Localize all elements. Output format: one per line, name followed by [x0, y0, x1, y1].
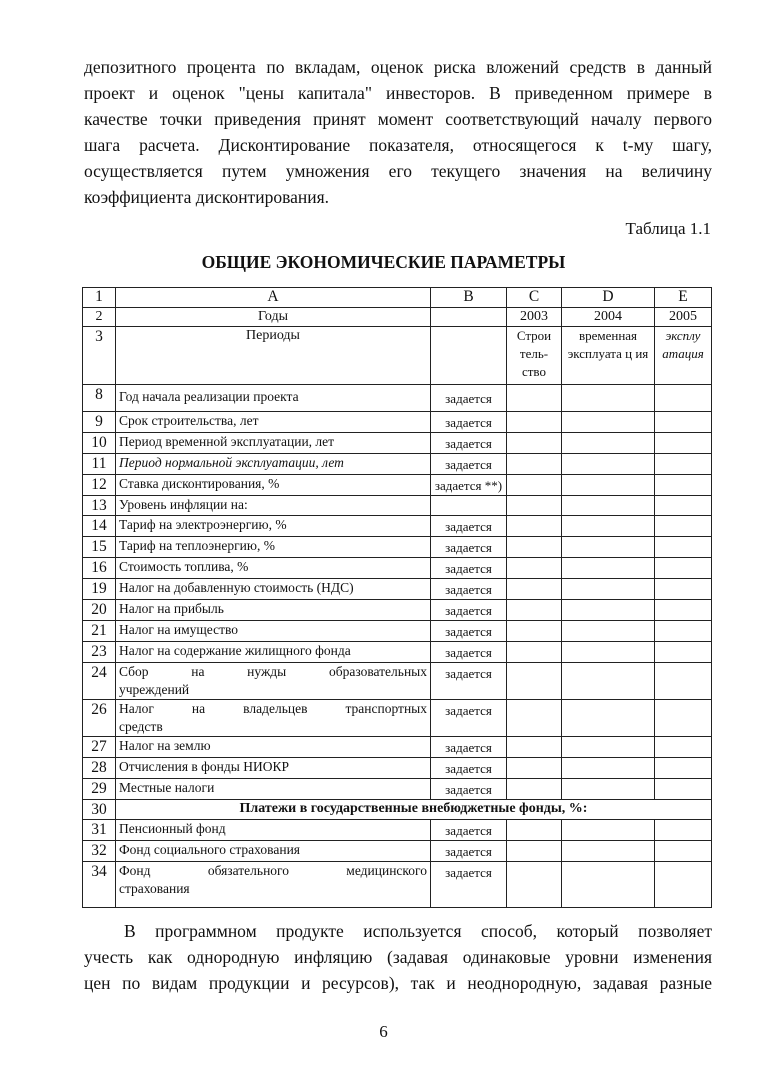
- value-cell: задается: [431, 758, 507, 779]
- row-number: 34: [83, 862, 116, 908]
- table-row: [83, 820, 712, 841]
- row-label: Стоимость топлива, %: [116, 558, 431, 579]
- empty-cell: [562, 537, 655, 558]
- empty-cell: [655, 454, 712, 475]
- value-cell: задается: [431, 558, 507, 579]
- empty-cell: [562, 758, 655, 779]
- empty-cell: [507, 621, 562, 642]
- label-line: Налог на владельцев транспортных: [119, 701, 427, 716]
- row-number: 20: [83, 600, 116, 621]
- year-cell: 2003: [507, 308, 562, 327]
- table-row: [83, 516, 712, 537]
- text-line: В программном продукте используется способ, который позволяет: [124, 921, 712, 941]
- row-label: [116, 862, 431, 908]
- value-cell: задается: [431, 642, 507, 663]
- label-line: учреждений: [119, 682, 190, 697]
- row-label: Налог на землю: [116, 737, 431, 758]
- empty-cell: [507, 663, 562, 700]
- row-label: [116, 700, 431, 737]
- row-label: Тариф на электроэнергию, %: [116, 516, 431, 537]
- value-cell: задается: [431, 516, 507, 537]
- empty-cell: [507, 454, 562, 475]
- row-number: 11: [83, 454, 116, 475]
- table-row: [83, 800, 712, 820]
- empty-cell: [507, 820, 562, 841]
- header-cell: B: [431, 288, 507, 308]
- value-cell: задается: [431, 862, 507, 908]
- empty-cell: [655, 820, 712, 841]
- value-cell: задается: [431, 841, 507, 862]
- header-cell: C: [507, 288, 562, 308]
- empty-cell: [562, 737, 655, 758]
- empty-cell: [562, 779, 655, 800]
- table-row: [83, 496, 712, 516]
- table-row: [83, 663, 712, 700]
- row-label: Местные налоги: [116, 779, 431, 800]
- header-cell: A: [116, 288, 431, 308]
- text-line: коэффициента дисконтирования.: [84, 187, 330, 207]
- empty-cell: [655, 558, 712, 579]
- row-number: 27: [83, 737, 116, 758]
- value-cell: задается: [431, 579, 507, 600]
- row-label: Налог на прибыль: [116, 600, 431, 621]
- row-number: 19: [83, 579, 116, 600]
- row-number: 21: [83, 621, 116, 642]
- value-cell: задается: [431, 779, 507, 800]
- empty-cell: [655, 412, 712, 433]
- empty-cell: [562, 642, 655, 663]
- row-label: [116, 663, 431, 700]
- closing-paragraph: [84, 918, 712, 996]
- economic-parameters-table: [82, 287, 712, 908]
- empty-cell: [507, 841, 562, 862]
- table-row: [83, 385, 712, 412]
- empty-cell: [655, 841, 712, 862]
- row-label: Годы: [116, 308, 431, 327]
- value-cell: задается: [431, 737, 507, 758]
- row-label: Периоды: [116, 327, 431, 385]
- table-row: [83, 779, 712, 800]
- label-line: страхования: [119, 881, 190, 896]
- row-label: Уровень инфляции на:: [116, 496, 431, 516]
- cell: [431, 308, 507, 327]
- row-label: Налог на имущество: [116, 621, 431, 642]
- empty-cell: [562, 454, 655, 475]
- empty-cell: [562, 820, 655, 841]
- value-cell: задается: [431, 433, 507, 454]
- text-line: депозитного процента по вкладам, оценок риска вложений средств в данный: [84, 57, 712, 77]
- empty-cell: [562, 412, 655, 433]
- label-line: Сбор на нужды образовательных: [119, 664, 427, 679]
- row-number: 9: [83, 412, 116, 433]
- empty-cell: [507, 475, 562, 496]
- empty-cell: [655, 862, 712, 908]
- value-cell: задается: [431, 820, 507, 841]
- row-label: Отчисления в фонды НИОКР: [116, 758, 431, 779]
- table-row: [83, 758, 712, 779]
- empty-cell: [655, 385, 712, 412]
- empty-cell: [655, 642, 712, 663]
- header-cell: D: [562, 288, 655, 308]
- table-row: [83, 621, 712, 642]
- row-label: Пенсионный фонд: [116, 820, 431, 841]
- empty-cell: [507, 862, 562, 908]
- empty-cell: [507, 537, 562, 558]
- row-number: 29: [83, 779, 116, 800]
- empty-cell: [655, 475, 712, 496]
- empty-cell: [507, 412, 562, 433]
- row-number: 30: [83, 800, 116, 820]
- empty-cell: [655, 516, 712, 537]
- row-label: Налог на добавленную стоимость (НДС): [116, 579, 431, 600]
- page-number: 6: [379, 1022, 388, 1041]
- table-row: [83, 862, 712, 908]
- empty-cell: [507, 758, 562, 779]
- label-line: средств: [119, 719, 163, 734]
- row-label: Налог на содержание жилищного фонда: [116, 642, 431, 663]
- row-number: 3: [83, 327, 116, 385]
- empty-cell: [562, 516, 655, 537]
- row-number: 15: [83, 537, 116, 558]
- value-cell: задается: [431, 621, 507, 642]
- period-cell: Строи тель- ство: [507, 327, 562, 385]
- value-cell: задается: [431, 663, 507, 700]
- empty-cell: [655, 579, 712, 600]
- table-row: [83, 737, 712, 758]
- row-number: 10: [83, 433, 116, 454]
- column-letters-row: [83, 288, 712, 308]
- table-title: ОБЩИЕ ЭКОНОМИЧЕСКИЕ ПАРАМЕТРЫ: [201, 252, 566, 272]
- text-line: шага расчета. Дисконтирование показателя, относящегося к t-му шагу,: [84, 135, 712, 155]
- row-number: 24: [83, 663, 116, 700]
- table-row: [83, 700, 712, 737]
- row-label: Период нормальной эксплуатации, лет: [116, 454, 431, 475]
- periods-row: [83, 327, 712, 385]
- value-cell: [431, 496, 507, 516]
- empty-cell: [655, 621, 712, 642]
- empty-cell: [507, 700, 562, 737]
- empty-cell: [507, 516, 562, 537]
- period-cell: временная эксплуата ц ия: [562, 327, 655, 385]
- empty-cell: [655, 758, 712, 779]
- empty-cell: [655, 433, 712, 454]
- empty-cell: [655, 600, 712, 621]
- row-label: Год начала реализации проекта: [116, 385, 431, 412]
- value-cell: задается: [431, 537, 507, 558]
- row-number: 8: [83, 385, 116, 412]
- section-header: Платежи в государственные внебюджетные фонды, %:: [116, 800, 712, 820]
- empty-cell: [507, 558, 562, 579]
- empty-cell: [507, 579, 562, 600]
- empty-cell: [562, 579, 655, 600]
- row-number: 26: [83, 700, 116, 737]
- empty-cell: [562, 700, 655, 737]
- empty-cell: [562, 841, 655, 862]
- empty-cell: [507, 385, 562, 412]
- header-cell: E: [655, 288, 712, 308]
- table-row: [83, 600, 712, 621]
- period-cell: эксплу атация: [655, 327, 712, 385]
- empty-cell: [562, 496, 655, 516]
- table-row: [83, 433, 712, 454]
- row-number: 2: [83, 308, 116, 327]
- table-row: [83, 642, 712, 663]
- empty-cell: [562, 600, 655, 621]
- empty-cell: [655, 496, 712, 516]
- years-row: [83, 308, 712, 327]
- cell: [431, 327, 507, 385]
- empty-cell: [507, 779, 562, 800]
- text-line: качестве точки приведения принят момент соответствующий началу первого: [84, 109, 712, 129]
- value-cell: задается: [431, 385, 507, 412]
- empty-cell: [655, 537, 712, 558]
- row-number: 31: [83, 820, 116, 841]
- text-line: осуществляется путем умножения его текущего значения на величину: [84, 161, 712, 181]
- empty-cell: [507, 433, 562, 454]
- row-label: Ставка дисконтирования, %: [116, 475, 431, 496]
- empty-cell: [562, 433, 655, 454]
- empty-cell: [655, 779, 712, 800]
- empty-cell: [562, 558, 655, 579]
- value-cell: задается: [431, 412, 507, 433]
- empty-cell: [562, 621, 655, 642]
- table-row: [83, 412, 712, 433]
- row-label: Период временной эксплуатации, лет: [116, 433, 431, 454]
- empty-cell: [655, 737, 712, 758]
- text-line: учесть как однородную инфляцию (задавая одинаковые уровни изменения: [84, 947, 712, 967]
- empty-cell: [562, 862, 655, 908]
- row-number: 28: [83, 758, 116, 779]
- row-label: Тариф на теплоэнергию, %: [116, 537, 431, 558]
- year-cell: 2004: [562, 308, 655, 327]
- row-number: 12: [83, 475, 116, 496]
- table-row: [83, 558, 712, 579]
- value-cell: задается **): [431, 475, 507, 496]
- table-row: [83, 579, 712, 600]
- row-number: 32: [83, 841, 116, 862]
- empty-cell: [507, 642, 562, 663]
- row-label: Срок строительства, лет: [116, 412, 431, 433]
- intro-paragraph: [84, 54, 712, 210]
- value-cell: задается: [431, 700, 507, 737]
- empty-cell: [562, 663, 655, 700]
- empty-cell: [655, 700, 712, 737]
- row-number: 16: [83, 558, 116, 579]
- row-number: 14: [83, 516, 116, 537]
- header-cell: 1: [83, 288, 116, 308]
- empty-cell: [507, 737, 562, 758]
- value-cell: задается: [431, 454, 507, 475]
- empty-cell: [507, 600, 562, 621]
- empty-cell: [562, 475, 655, 496]
- text-line: цен по видам продукции и ресурсов), так и неоднородную, задавая разные: [84, 973, 712, 993]
- table-caption: Таблица 1.1: [625, 219, 711, 238]
- empty-cell: [562, 385, 655, 412]
- empty-cell: [655, 663, 712, 700]
- empty-cell: [507, 496, 562, 516]
- value-cell: задается: [431, 600, 507, 621]
- row-number: 13: [83, 496, 116, 516]
- row-label: Фонд социального страхования: [116, 841, 431, 862]
- row-number: 23: [83, 642, 116, 663]
- text-line: проект и оценок "цены капитала" инвесторов. В приведенном примере в: [84, 83, 712, 103]
- label-line: Фонд обязательного медицинского: [119, 863, 427, 878]
- table-row: [83, 475, 712, 496]
- table-row: [83, 537, 712, 558]
- table-row: [83, 841, 712, 862]
- table-row: [83, 454, 712, 475]
- year-cell: 2005: [655, 308, 712, 327]
